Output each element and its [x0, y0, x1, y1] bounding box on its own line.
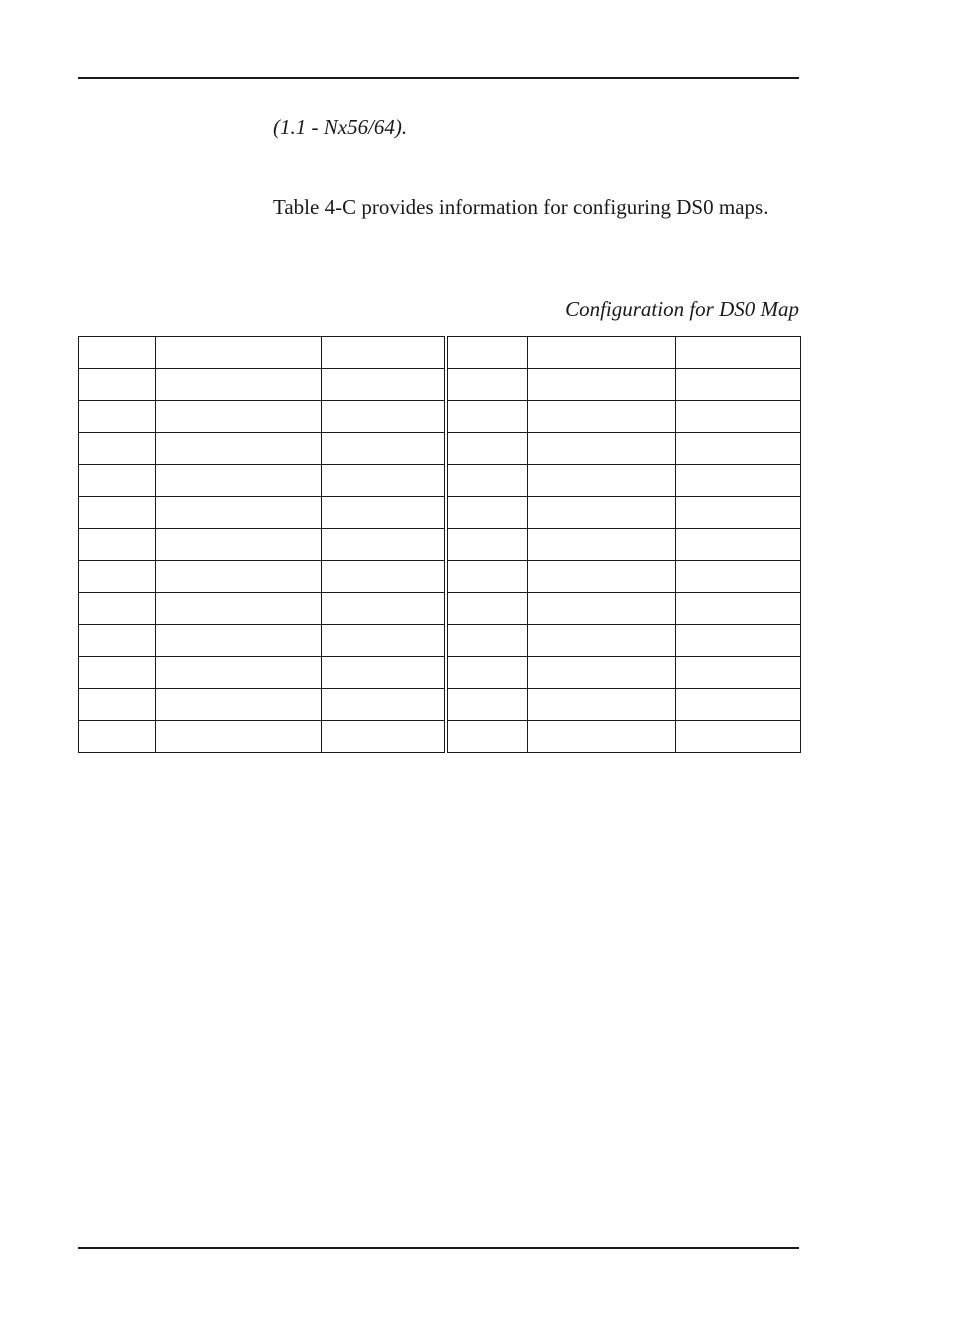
table-row	[79, 561, 801, 593]
table-cell	[79, 561, 156, 593]
header-rule	[78, 77, 799, 79]
table-cell	[528, 689, 676, 721]
table-cell	[676, 497, 801, 529]
table-cell	[528, 593, 676, 625]
table-cell	[528, 529, 676, 561]
table-cell	[528, 561, 676, 593]
table-cell	[446, 529, 528, 561]
table-row	[79, 465, 801, 497]
table-cell	[446, 433, 528, 465]
ds0-table-body	[79, 337, 801, 753]
table-cell	[676, 689, 801, 721]
table-cell	[446, 657, 528, 689]
table-cell	[528, 657, 676, 689]
table-cell	[79, 369, 156, 401]
table-cell	[156, 369, 322, 401]
table-row	[79, 529, 801, 561]
table-cell	[156, 401, 322, 433]
table-row	[79, 625, 801, 657]
table-cell	[528, 369, 676, 401]
table-cell	[528, 465, 676, 497]
table-cell	[446, 401, 528, 433]
table-cell	[446, 497, 528, 529]
ds0-map-table	[78, 336, 801, 753]
table-cell	[528, 337, 676, 369]
table-row	[79, 497, 801, 529]
table-cell	[156, 625, 322, 657]
table-cell	[528, 625, 676, 657]
table-cell	[322, 401, 446, 433]
table-cell	[676, 561, 801, 593]
table-cell	[79, 593, 156, 625]
intro-paragraph: Table 4-C provides information for configuring DS0 maps.	[273, 195, 769, 219]
table-cell	[79, 337, 156, 369]
table-cell	[156, 337, 322, 369]
table-cell	[446, 337, 528, 369]
table-cell	[79, 625, 156, 657]
table-cell	[676, 433, 801, 465]
table-row	[79, 433, 801, 465]
table-cell	[322, 465, 446, 497]
table-cell	[676, 369, 801, 401]
table-cell	[156, 721, 322, 753]
table-cell	[156, 465, 322, 497]
table-cell	[156, 593, 322, 625]
table-row	[79, 401, 801, 433]
table-cell	[676, 401, 801, 433]
table-cell	[676, 337, 801, 369]
table-cell	[676, 625, 801, 657]
table-cell	[79, 689, 156, 721]
table-cell	[446, 465, 528, 497]
footer-rule	[78, 1247, 799, 1249]
table-cell	[676, 465, 801, 497]
table-row	[79, 689, 801, 721]
continuation-text: (1.1 - Nx56/64).	[273, 115, 408, 139]
table-cell	[156, 529, 322, 561]
table-cell	[528, 721, 676, 753]
table-row	[79, 657, 801, 689]
table-cell	[322, 561, 446, 593]
table-cell	[322, 433, 446, 465]
table-cell	[676, 721, 801, 753]
table-cell	[156, 497, 322, 529]
table-cell	[322, 625, 446, 657]
table-cell	[676, 593, 801, 625]
table-cell	[322, 593, 446, 625]
table-cell	[446, 561, 528, 593]
table-cell	[322, 497, 446, 529]
table-cell	[322, 337, 446, 369]
table-cell	[446, 689, 528, 721]
table-caption: Configuration for DS0 Map	[565, 297, 799, 321]
table-cell	[528, 433, 676, 465]
table-cell	[446, 625, 528, 657]
table-cell	[446, 593, 528, 625]
table-cell	[446, 369, 528, 401]
table-cell	[322, 369, 446, 401]
table-cell	[79, 721, 156, 753]
table-cell	[79, 497, 156, 529]
table-cell	[676, 657, 801, 689]
table-cell	[528, 401, 676, 433]
ds0-map-table-container	[78, 336, 800, 766]
table-cell	[156, 433, 322, 465]
table-cell	[528, 497, 676, 529]
table-cell	[79, 465, 156, 497]
table-cell	[322, 657, 446, 689]
table-cell	[79, 433, 156, 465]
table-cell	[156, 657, 322, 689]
table-row	[79, 369, 801, 401]
table-cell	[79, 401, 156, 433]
table-cell	[156, 561, 322, 593]
table-cell	[79, 529, 156, 561]
table-cell	[676, 529, 801, 561]
table-row	[79, 593, 801, 625]
table-cell	[79, 657, 156, 689]
table-row	[79, 721, 801, 753]
table-cell	[322, 689, 446, 721]
table-cell	[156, 689, 322, 721]
table-cell	[322, 529, 446, 561]
table-row	[79, 337, 801, 369]
table-cell	[446, 721, 528, 753]
table-cell	[322, 721, 446, 753]
